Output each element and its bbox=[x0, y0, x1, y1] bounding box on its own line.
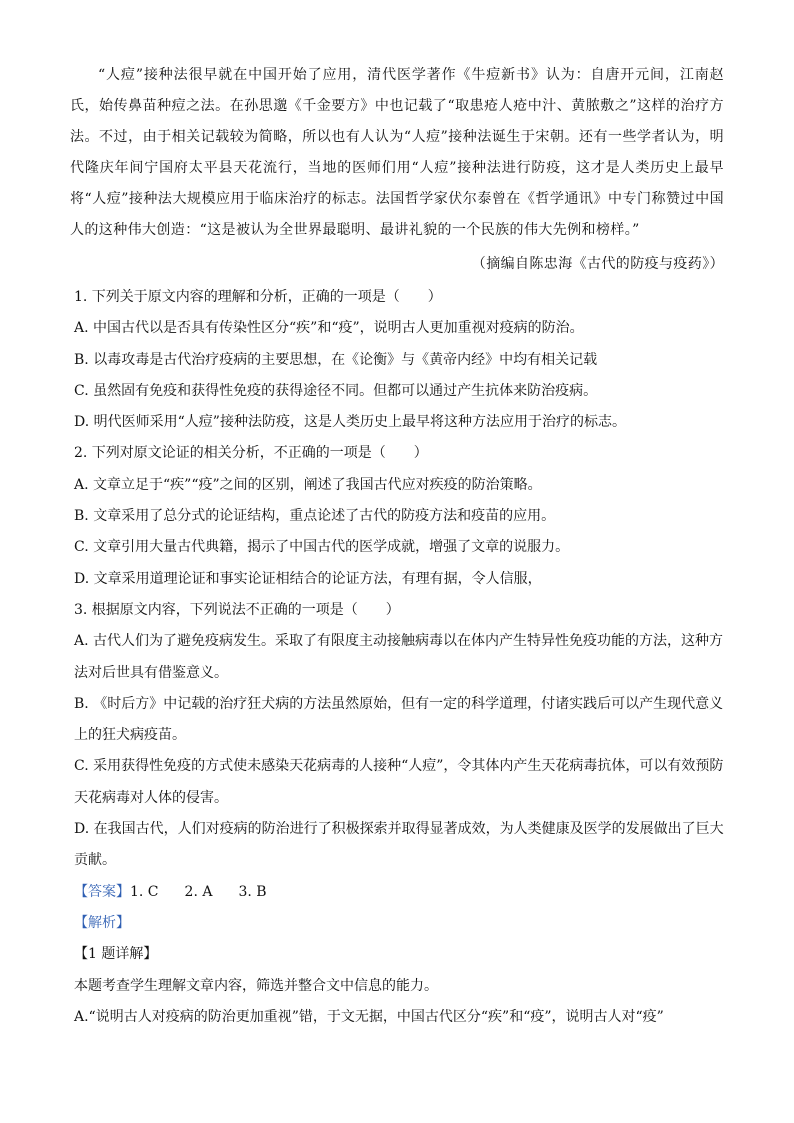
question-1-option-c: C. 虽然固有免疫和获得性免疫的获得途径不同。但都可以通过产生抗体来防治疫病。 bbox=[74, 382, 598, 399]
question-1-option-b: B. 以毒攻毒是古代治疗疫病的主要思想，在《论衡》与《黄帝内经》中均有相关记载 bbox=[74, 351, 598, 368]
question-2-stem: 2. 下列对原文论证的相关分析，不正确的一项是（ ） bbox=[74, 445, 428, 462]
question-3-option-a: A. 古代人们为了避免疫病发生。采取了有限度主动接触病毒以在体内产生特异性免疫功能的方法，这种方法对后世具有借鉴意义。 bbox=[74, 633, 724, 681]
analysis-intro: 本题考查学生理解文章内容，筛选并整合文中信息的能力。 bbox=[74, 977, 438, 994]
answer-2: 2. A bbox=[184, 883, 213, 900]
answer-1: 1. C bbox=[130, 883, 159, 900]
question-3-option-d: D. 在我国古代，人们对疫病的防治进行了积极探索并取得显著成效，为人类健康及医学的发展做出了巨大贡献。 bbox=[74, 821, 724, 869]
question-2-option-b: B. 文章采用了总分式的论证结构，重点论述了古代的防疫方法和疫苗的应用。 bbox=[74, 508, 556, 525]
analysis-detail-label: 【1 题详解】 bbox=[74, 946, 158, 963]
passage-text: “人痘”接种法很早就在中国开始了应用，清代医学著作《牛痘新书》认为：自唐开元间，江南赵氏，始传鼻苗种痘之法。在孙思邈《千金要方》中也记载了“取患疮人疮中汁、黄脓敷之”这样的治疗方法。不过，由于相关记载较为简略，所以也有人认为“人痘”接种法诞生于宋朝。还有一些学者认为，明代隆庆年间宁国府太平县天花流行，当地的医师们用“人痘”接种法进行防疫，这才是人类历史上最早将“人痘”接种法大规模应用于临床治疗的标志。法国哲学家伏尔泰曾在《哲学通讯》中专门称赞过中国人的这种伟大创造：“这是被认为全世界最聪明、最讲礼貌的一个民族的伟大先例和榜样。” bbox=[70, 67, 724, 238]
analysis-label: 【解析】 bbox=[74, 914, 130, 931]
question-1-stem: 1. 下列关于原文内容的理解和分析，正确的一项是（ ） bbox=[74, 289, 442, 305]
question-3-stem: 3. 根据原文内容，下列说法不正确的一项是（ ） bbox=[74, 601, 400, 618]
question-2-option-a: A. 文章立足于“疾”“疫”之间的区别，阐述了我国古代应对疾疫的防治策略。 bbox=[74, 476, 542, 493]
question-3-option-b: B. 《时后方》中记载的治疗狂犬病的方法虽然原始，但有一定的科学道理，付诸实践后可以产生现代意义上的狂犬病疫苗。 bbox=[74, 695, 724, 744]
passage-source: （摘编自陈忠海《古代的防疫与疫药》） bbox=[471, 256, 724, 272]
answer-row bbox=[74, 877, 724, 908]
question-3-option-c: C. 采用获得性免疫的方式使未感染天花病毒的人接种“人痘”，令其体内产生天花病毒抗体，可以有效预防天花病毒对人体的侵害。 bbox=[74, 758, 724, 806]
question-2-option-c: C. 文章引用大量古代典籍，揭示了中国古代的医学成就，增强了文章的说服力。 bbox=[74, 539, 570, 556]
answer-3: 3. B bbox=[238, 883, 267, 900]
question-section bbox=[74, 282, 724, 1033]
analysis-option-a: A.“说明古人对疫病的防治更加重视”错，于文无据，中国古代区分“疾”和“疫”，说明古人对“疫” bbox=[74, 1008, 664, 1025]
question-2-option-d: D. 文章采用道理论证和事实论证相结合的论证方法，有理有据，令人信服， bbox=[74, 570, 542, 587]
question-1-option-d: D. 明代医师采用“人痘”接种法防疫，这是人类历史上最早将这种方法应用于治疗的标志。 bbox=[74, 414, 626, 431]
answer-label: 【答案】 bbox=[74, 883, 130, 900]
reading-passage bbox=[70, 60, 724, 246]
question-1-option-a: A. 中国古代以是否具有传染性区分“疾”和“疫”，说明古人更加重视对疫病的防治。 bbox=[74, 320, 584, 337]
